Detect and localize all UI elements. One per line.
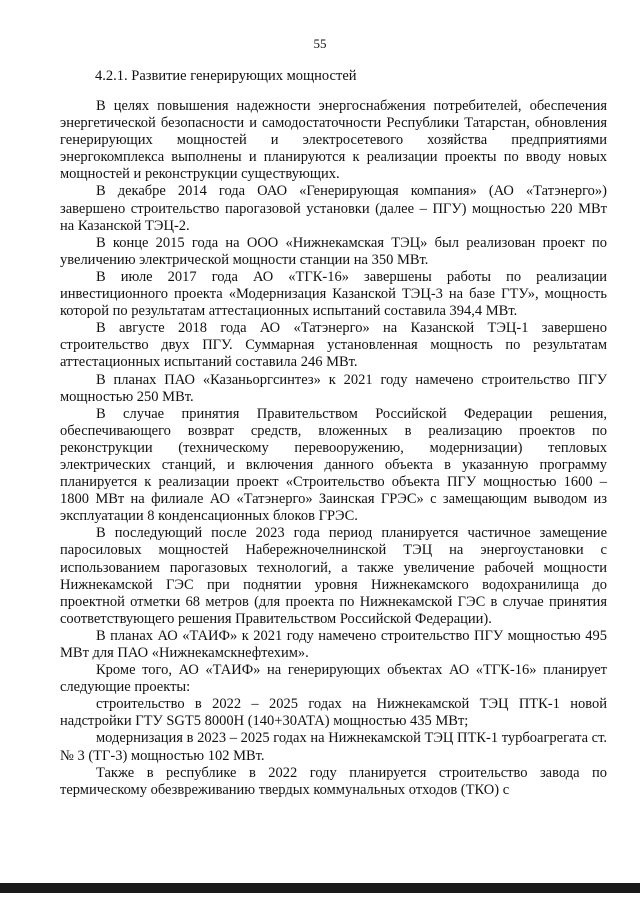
section-heading: 4.2.1. Развитие генерирующих мощностей (95, 68, 357, 84)
paragraph-taif-pgu: В планах АО «ТАИФ» к 2021 году намечено строительство ПГУ мощностью 495 МВт для ПАО «Нижнекамскнефтехим». (60, 627, 607, 661)
paragraph-kazan-tec3: В июле 2017 года АО «ТГК-16» завершены работы по реализации инвестиционного проекта «Модернизация Казанской ТЭЦ-3 на базе ГТУ», мощность которой по результатам аттестационных испытаний составила 394,4 МВт. (60, 268, 607, 320)
paragraph-kazan-tec1: В августе 2018 года АО «Татэнерго» на Казанской ТЭЦ-1 завершено строительство двух ПГУ. Суммарная установленная мощность по результатам аттестационных испытаний составила 246 МВт. (60, 320, 607, 371)
paragraph-nizhnekamsk-tec: В конце 2015 года на ООО «Нижнекамская ТЭЦ» был реализован проект по увеличению электрической мощности станции на 350 МВт. (60, 234, 607, 268)
paragraph-waste-plant: Также в республике в 2022 году планируется строительство завода по термическому обезвреживанию твердых коммунальных отходов (ТКО) с (60, 764, 607, 798)
paragraph-tg3-modernization: модернизация в 2023 – 2025 годах на Нижнекамской ТЭЦ ПТК-1 турбоагрегата ст. № 3 (ТГ-3) мощностью 102 МВт. (60, 730, 607, 764)
page-number: 55 (313, 36, 327, 51)
paragraph-kazanorgsintez: В планах ПАО «Казаньоргсинтез» к 2021 году намечено строительство ПГУ мощностью 250 МВт. (60, 371, 607, 405)
paragraph-zainsk-gres: В случае принятия Правительством Российской Федерации решения, обеспечивающего возврат средств, вложенных в реализацию проектов по реконструкции (техническому перевооружению, модернизации) тепловых электрических станций, и включения данного объекта в указанную программу планируется к реализации проект «Строительство объекта ПГУ мощностью 1600 – 1800 МВт на филиале АО «Татэнерго» Заинская ГРЭС» с замещающим выводом из эксплуатации 8 конденсационных блоков ГРЭС. (60, 405, 607, 525)
paragraph-gtu-construction: строительство в 2022 – 2025 годах на Нижнекамской ТЭЦ ПТК-1 новой надстройки ГТУ SGT5 8000H (140+30АТА) мощностью 435 МВт; (60, 696, 607, 730)
paragraph-kazan-tec2: В декабре 2014 года ОАО «Генерирующая компания» (АО «Татэнерго») завершено строительство парогазовой установки (далее – ПГУ) мощностью 220 МВт на Казанской ТЭЦ-2. (60, 183, 607, 234)
paragraph-taif-projects: Кроме того, АО «ТАИФ» на генерирующих объектах АО «ТГК-16» планирует следующие проекты: (60, 662, 607, 696)
document-body (60, 98, 607, 799)
paragraph-intro: В целях повышения надежности энергоснабжения потребителей, обеспечения энергетической безопасности и самодостаточности Республики Татарстан, обновления генерирующих мощностей и электросетевого хозяйства предприятиями энергокомплекса выполнены и планируются к реализации проекты по вводу новых мощностей и реконструкции существующих. (60, 98, 607, 183)
paragraph-naberezhnye-chelny: В последующий после 2023 года период планируется частичное замещение паросиловых мощностей Набережночелнинской ТЭЦ на энергоустановки с использованием парогазовых технологий, а также увеличение рабочей мощности Нижнекамской ГЭС при поднятии уровня Нижнекамского водохранилища до проектной отметки 68 метров (для проекта по Нижнекамской ГЭС в случае принятия соответствующего решения Правительством Российской Федерации). (60, 525, 607, 627)
scan-edge-bar (0, 883, 640, 893)
